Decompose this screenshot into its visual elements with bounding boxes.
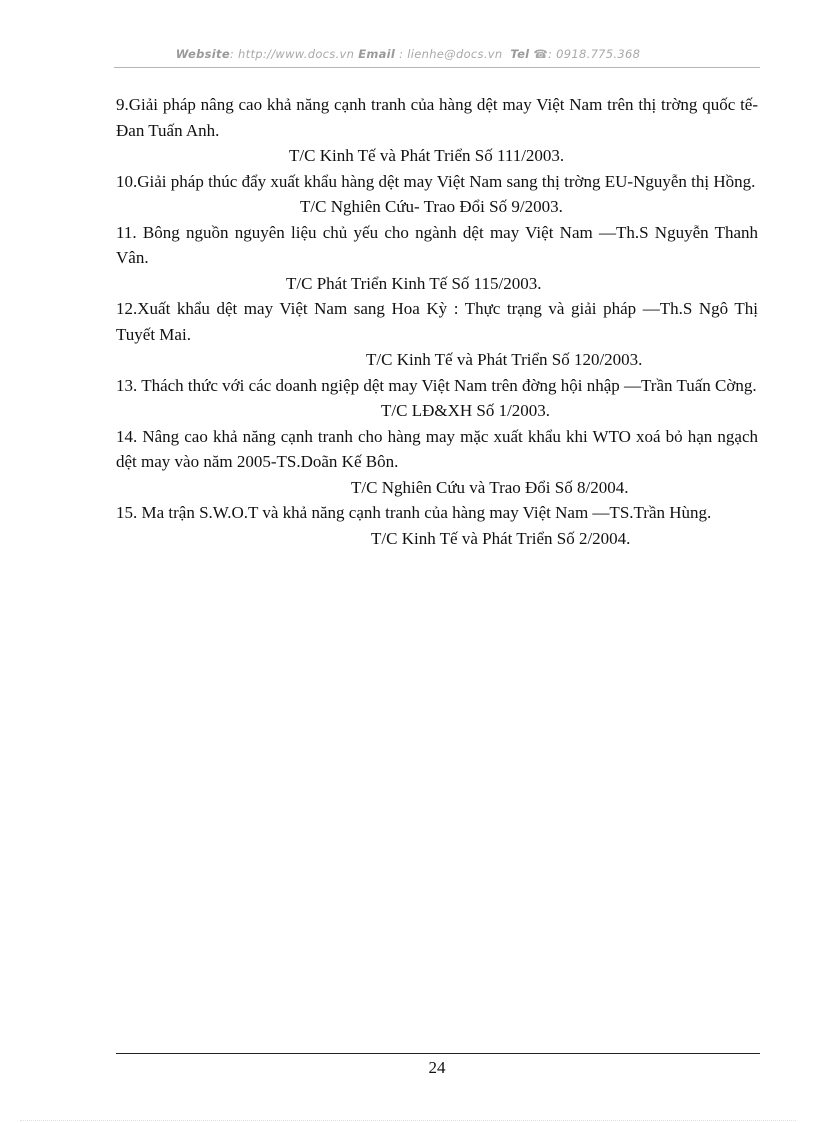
website-label: Website (175, 47, 230, 61)
footer-divider (116, 1053, 760, 1054)
phone-icon: ☎ (533, 47, 549, 61)
reference-entry: 15. Ma trận S.W.O.T và khả năng cạnh tranh của hàng may Việt Nam —TS.Trần Hùng. (116, 503, 712, 522)
reference-entry: 9.Giải pháp nâng cao khả năng cạnh tranh của hàng dệt may Việt Nam trên thị trờng quốc tế-Đan Tuấn Anh. (116, 95, 758, 140)
reference-source: T/C Nghiên Cứu và Trao Đổi Số 8/2004. (351, 477, 629, 497)
reference-source: T/C Kinh Tế và Phát Triển Số 120/2003. (366, 350, 643, 369)
reference-source: T/C Nghiên Cứu- Trao Đổi Số 9/2003. (300, 197, 563, 216)
reference-source: T/C LĐ&XH Số 1/2003. (381, 401, 551, 420)
tel-number: : 0918.775.368 (548, 47, 641, 61)
reference-entry: 13. Thách thức với các doanh ngiệp dệt may Việt Nam trên đờng hội nhập —Trần Tuấn Cờng. (116, 375, 757, 395)
header-divider (114, 67, 760, 68)
page-number: 24 (428, 1058, 446, 1077)
reference-list (116, 92, 758, 551)
reference-source: T/C Phát Triển Kinh Tế Số 115/2003. (286, 273, 542, 293)
reference-entry: 14. Nâng cao khả năng cạnh tranh cho hàng may mặc xuất khẩu khi WTO xoá bỏ hạn ngạch dệt may vào năm 2005-TS.Doãn Kế Bôn. (116, 426, 758, 471)
email-address: : lienhe@docs.vn (395, 47, 503, 61)
website-url: : http://www.docs.vn (229, 47, 355, 61)
reference-source: T/C Kinh Tế và Phát Triển Số 2/2004. (371, 528, 631, 548)
page-header (0, 47, 816, 61)
reference-source: T/C Kinh Tế và Phát Triển Số 111/2003. (289, 146, 565, 165)
reference-entry: 12.Xuất khẩu dệt may Việt Nam sang Hoa Kỳ : Thực trạng và giải pháp —Th.S Ngô Thị Tuyết Mai. (116, 299, 758, 344)
reference-entry: 10.Giải pháp thúc đẩy xuất khẩu hàng dệt may Việt Nam sang thị trờng EU-Nguyễn thị Hồng. (116, 171, 756, 191)
email-label: Email (358, 47, 396, 61)
page-bottom-border (20, 1120, 796, 1121)
reference-entry: 11. Bông nguồn nguyên liệu chủ yếu cho ngành dệt may Việt Nam —Th.S Nguyễn Thanh Vân. (116, 222, 758, 267)
tel-label: Tel (510, 47, 530, 61)
